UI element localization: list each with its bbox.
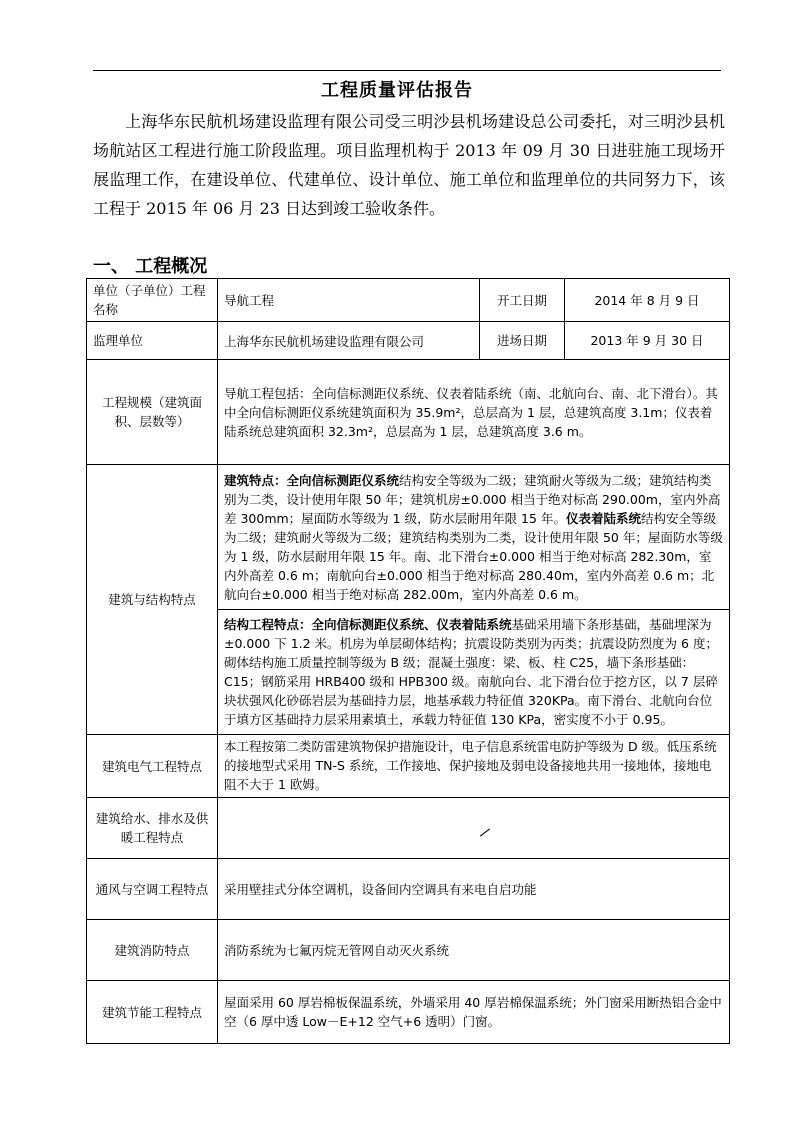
intro-text: 上海华东民航机场建设监理有限公司受三明沙县机场建设总公司委托，对三明沙县机场航站区工程进行施工阶段监理。项目监理机构于 2013 年 09 月 30 日进驻施工现场开展监理工作，在建设单位、代建单位、设计单位、施工单位和监理单位的共同努力下，该工程于 2015 年 06 月 23 日达到竣工验收条件。 (93, 112, 725, 218)
structure-features-heading: 结构工程特点：全向信标测距仪系统、仪表着陆系统 (224, 617, 512, 632)
energy-label: 建筑节能工程特点 (87, 981, 218, 1044)
project-name-value: 导航工程 (218, 279, 480, 322)
fire-value: 消防系统为七氟丙烷无管网自动灭火系统 (218, 920, 730, 981)
building-features-text-b: 结构安全等级为二级；建筑耐火等级为二级；建筑结构类别为二类，设计使用年限 50 年；屋面防水等级为 1 级，防水层耐用年限 15 年。南、北下滑台±0.000 相当于绝对标高 282.30m，室内外高差 0.6 m；南航向台±0.000 相当于绝对标高 280.40m，室内外高差 0.6 m；北航向台±0.000 相当于绝对标高 282.00m，室内外高差 0.6 m。 (224, 510, 723, 602)
project-overview-table (86, 278, 730, 1044)
table-row (87, 279, 730, 322)
table-row (87, 735, 730, 798)
supervisor-value: 上海华东民航机场建设监理有限公司 (218, 322, 480, 360)
energy-value: 屋面采用 60 厚岩棉板保温系统，外墙采用 40 厚岩棉保温系统；外门窗采用断热铝合金中空（6 厚中透 Low－E+12 空气+6 透明）门窗。 (218, 981, 730, 1044)
project-name-label: 单位（子单位）工程名称 (87, 279, 218, 322)
table-row (87, 981, 730, 1044)
entry-date-label: 进场日期 (480, 322, 565, 360)
header-rule (93, 70, 721, 71)
table-row (87, 322, 730, 360)
ils-heading: 仪表着陆系统 (565, 510, 641, 526)
start-date-value: 2014 年 8 月 9 日 (565, 279, 730, 322)
table-row (87, 920, 730, 981)
section-heading: 一、 工程概况 (93, 256, 208, 277)
start-date-label: 开工日期 (480, 279, 565, 322)
report-title: 工程质量评估报告 (321, 80, 473, 101)
building-features-text-a: 结构安全等级为二级；建筑耐火等级为二级；建筑结构类别为二类，设计使用年限 50 年；建筑机房±0.000 相当于绝对标高 290.00m，室内外高差 300mm；屋面防水等级为 1 级，防水层耐用年限 15 年。 (224, 472, 721, 526)
table-row (87, 798, 730, 859)
table-row (87, 859, 730, 920)
fire-label: 建筑消防特点 (87, 920, 218, 981)
intro-paragraph (93, 107, 725, 223)
hvac-value: 采用壁挂式分体空调机，设备间内空调具有来电自启功能 (218, 859, 730, 920)
table-row (87, 465, 730, 610)
plumbing-label: 建筑给水、排水及供暖工程特点 (87, 798, 218, 859)
supervisor-label: 监理单位 (87, 322, 218, 360)
table-row (87, 360, 730, 465)
structure-label: 建筑与结构特点 (87, 465, 218, 735)
structure-features-text: 基础采用墙下条形基础，基础埋深为±0.000 下 1.2 米。机房为单层砌体结构；抗震设防类别为丙类；抗震设防烈度为 6 度；砌体结构施工质量控制等级为 B 级；混凝土强度：梁、板、柱 C25，墙下条形基础：C15；钢筋采用 HRB400 级和 HPB300 级。南航向台、北下滑台位于挖方区，以 7 层碎块状强风化砂砾岩层为基础持力层，地基承载力特征值 320KPa。南下滑台、北航向台位于填方区基础持力层采用素填土，承载力特征值 130 KPa，密实度不小于 0.95。 (224, 617, 718, 727)
building-features-heading: 建筑特点：全向信标测距仪系统 (224, 472, 400, 488)
electrical-value: 本工程按第二类防雷建筑物保护措施设计，电子信息系统雷电防护等级为 D 级。低压系统的接地型式采用 TN-S 系统，工作接地、保护接地及弱电设备接地共用一接地体，接地电阻不大于 1 欧姆。 (218, 735, 730, 798)
structure-features-cell (218, 610, 730, 735)
electrical-label: 建筑电气工程特点 (87, 735, 218, 798)
empty-slash-mark (480, 828, 490, 836)
scale-value: 导航工程包括：全向信标测距仪系统、仪表着陆系统（南、北航向台、南、北下滑台）。其中全向信标测距仪系统建筑面积为 35.9m²，总层高为 1 层，总建筑高度 3.1m；仪表着陆系统总建筑面积 32.3m²，总层高为 1 层，总建筑高度 3.6 m。 (218, 360, 730, 465)
scale-label: 工程规模（建筑面积、层数等） (87, 360, 218, 465)
building-features-cell (218, 465, 730, 610)
entry-date-value: 2013 年 9 月 30 日 (565, 322, 730, 360)
plumbing-value (218, 798, 730, 859)
hvac-label: 通风与空调工程特点 (87, 859, 218, 920)
